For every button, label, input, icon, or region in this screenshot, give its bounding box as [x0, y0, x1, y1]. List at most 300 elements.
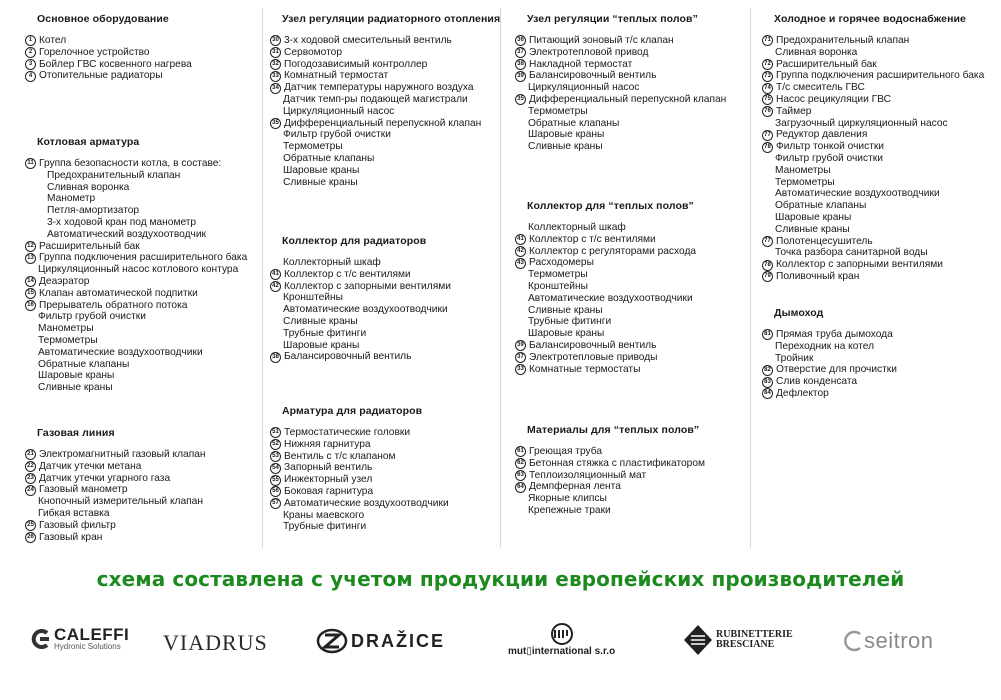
- item-number-badge: 84: [762, 388, 773, 399]
- item-label: Датчик температуры наружного воздуха: [284, 82, 474, 94]
- item-number-badge: 38: [270, 352, 281, 363]
- section-title: Газовая линия: [37, 427, 115, 439]
- list-item: [270, 257, 451, 269]
- item-number-badge: 24: [25, 485, 36, 496]
- column-divider: [750, 8, 751, 548]
- list-item: [270, 59, 500, 71]
- item-label: Термометры: [283, 141, 343, 153]
- item-label: Электромагнитный газовый клапан: [39, 449, 206, 460]
- section: [25, 13, 192, 82]
- item-label: Трубные фитинги: [283, 521, 367, 533]
- list-item: [270, 269, 451, 281]
- list-item: [515, 281, 696, 293]
- list-item: [762, 47, 984, 59]
- item-label: Сливные краны: [283, 315, 358, 327]
- item-label: Питающий зоновый т/с клапан: [529, 35, 674, 46]
- item-label: Автоматический воздухоотводчик: [47, 228, 206, 240]
- item-number-badge: 2: [25, 47, 36, 58]
- item-number-badge: 55: [270, 475, 281, 486]
- list-item: [762, 329, 897, 341]
- list-item: [270, 340, 451, 352]
- list-item: [25, 449, 206, 461]
- item-label: Краны маевского: [283, 509, 365, 521]
- list-item: [762, 353, 897, 365]
- item-label: Сливная воронка: [775, 46, 858, 58]
- item-label: Дифференциальный перепускной клапан: [529, 93, 727, 105]
- viadrus-wordmark: VIADRUS: [163, 630, 268, 655]
- item-label: Сливные краны: [38, 382, 113, 394]
- item-label: Термометры: [528, 269, 588, 281]
- item-number-badge: 57: [270, 498, 281, 509]
- item-label: Фильтр тонкой очистки: [776, 141, 885, 153]
- list-item: [515, 118, 726, 130]
- item-label: Автоматические воздухоотводчики: [775, 188, 940, 200]
- section-title: Дымоход: [774, 307, 824, 319]
- item-number-badge: 75: [762, 94, 773, 105]
- item-label: Датчик утечки угарного газа: [39, 472, 171, 484]
- item-label: Боковая гарнитура: [284, 485, 374, 497]
- item-number-badge: 14: [25, 276, 36, 287]
- item-number-badge: 53: [270, 451, 281, 462]
- item-label: Обратные клапаны: [528, 117, 620, 129]
- list-item: [25, 335, 247, 347]
- list-item: [762, 247, 984, 259]
- item-number-badge: 30: [270, 35, 281, 46]
- item-number-badge: 41: [515, 234, 526, 245]
- item-label: Балансировочный вентиль: [529, 339, 657, 351]
- list-item: [270, 165, 500, 177]
- list-item: [515, 222, 696, 234]
- list-item: [25, 252, 247, 264]
- item-label: Кронштейны: [528, 280, 588, 292]
- bresciane-wordmark: BRESCIANE: [716, 639, 775, 650]
- item-label: Гибкая вставка: [38, 507, 110, 519]
- item-number-badge: 82: [762, 365, 773, 376]
- item-list: [515, 35, 726, 153]
- list-item: [515, 470, 705, 482]
- caleffi-subtitle: Hydronic Solutions: [54, 642, 121, 651]
- item-label: Шаровые краны: [528, 129, 605, 141]
- item-label: Отверстие для прочистки: [776, 364, 897, 376]
- item-label: Балансировочный вентиль: [529, 70, 657, 82]
- item-label: Термометры: [38, 334, 98, 346]
- section-title: Арматура для радиаторов: [282, 405, 423, 417]
- item-number-badge: 31: [270, 47, 281, 58]
- item-number-badge: 39: [515, 340, 526, 351]
- list-item: [270, 427, 449, 439]
- item-label: Электротепловые приводы: [529, 351, 658, 363]
- item-label: Расходомеры: [529, 257, 594, 269]
- list-item: [762, 341, 897, 353]
- item-label: Деаэратор: [39, 275, 90, 287]
- list-item: [762, 376, 897, 388]
- rubinetterie-mark-icon: [683, 624, 713, 656]
- item-number-badge: 13: [25, 253, 36, 264]
- list-item: [762, 35, 984, 47]
- list-item: [515, 364, 696, 376]
- list-item: [762, 212, 984, 224]
- list-item: [762, 129, 984, 141]
- item-list: [25, 35, 192, 82]
- section-title: Узел регуляции “теплых полов”: [527, 13, 698, 25]
- item-number-badge: 37: [515, 47, 526, 58]
- caleffi-wordmark: CALEFFI: [54, 625, 130, 644]
- item-label: Предохранительный клапан: [47, 169, 181, 181]
- item-number-badge: 62: [515, 458, 526, 469]
- list-item: [270, 498, 449, 510]
- item-label: Электротепловой привод: [529, 46, 649, 58]
- list-item: [25, 276, 247, 288]
- list-item: [25, 288, 247, 300]
- item-label: Насос рецикуляции ГВС: [776, 93, 891, 105]
- list-item: [515, 70, 726, 82]
- item-label: Бетонная стяжка с пластификатором: [529, 457, 706, 469]
- list-item: [25, 484, 206, 496]
- section: [515, 200, 696, 375]
- list-item: [762, 59, 984, 71]
- logo-caleffi: [30, 626, 129, 651]
- item-number-badge: 15: [25, 288, 36, 299]
- item-label: Обратные клапаны: [38, 358, 130, 370]
- item-label: Манометры: [775, 164, 831, 176]
- list-item: [515, 493, 705, 505]
- item-label: Датчик утечки метана: [39, 460, 142, 472]
- list-item: [270, 47, 500, 59]
- item-label: Тройник: [775, 352, 814, 364]
- seitron-wordmark: seitron: [864, 628, 934, 653]
- item-label: Комнатный термостат: [284, 70, 389, 82]
- logo-mut-international: [508, 622, 615, 657]
- list-item: [25, 300, 247, 312]
- list-item: [25, 182, 247, 194]
- list-item: [515, 352, 696, 364]
- seitron-mark-icon: [842, 629, 864, 653]
- item-list: [270, 257, 451, 363]
- section: [515, 424, 705, 517]
- list-item: [25, 323, 247, 335]
- list-item: [270, 118, 500, 130]
- list-item: [270, 177, 500, 189]
- item-label: Автоматические воздухоотводчики: [528, 292, 693, 304]
- list-item: [270, 141, 500, 153]
- list-item: [762, 141, 984, 153]
- item-label: Таймер: [776, 105, 812, 117]
- list-item: [25, 532, 206, 544]
- item-label: Автоматические воздухоотводчики: [38, 346, 203, 358]
- item-label: Прямая труба дымохода: [776, 329, 893, 340]
- list-item: [25, 347, 247, 359]
- logo-viadrus: [163, 630, 268, 656]
- item-label: Запорный вентиль: [284, 462, 373, 474]
- item-number-badge: 36: [515, 35, 526, 46]
- list-item: [515, 35, 726, 47]
- section-title: Основное оборудование: [37, 13, 169, 25]
- list-item: [25, 205, 247, 217]
- list-item: [270, 439, 449, 451]
- item-label: Коллектор с запорными вентилями: [776, 259, 943, 271]
- item-number-badge: 26: [25, 532, 36, 543]
- item-number-badge: 43: [515, 258, 526, 269]
- item-label: Обратные клапаны: [775, 200, 867, 212]
- list-item: [515, 305, 696, 317]
- item-label: Крепежные траки: [528, 504, 611, 516]
- section: [25, 427, 206, 543]
- item-number-badge: 78: [762, 142, 773, 153]
- item-label: Манометр: [47, 193, 96, 205]
- section: [762, 13, 984, 283]
- item-number-badge: 72: [762, 59, 773, 70]
- list-item: [270, 153, 500, 165]
- item-label: Загрузочный циркуляционный насос: [775, 117, 948, 129]
- item-number-badge: 42: [270, 281, 281, 292]
- item-label: Фильтр грубой очистки: [38, 311, 146, 323]
- drazice-mark-icon: [316, 628, 348, 654]
- list-item: [270, 328, 451, 340]
- section-title: Коллектор для “теплых полов”: [527, 200, 694, 212]
- mut-mark-icon: [547, 622, 577, 646]
- item-number-badge: 79: [762, 271, 773, 282]
- item-label: Шаровые краны: [775, 211, 852, 223]
- list-item: [25, 170, 247, 182]
- list-item: [25, 229, 247, 241]
- item-list: [270, 427, 449, 533]
- item-label: Манометры: [38, 323, 94, 335]
- item-label: 3-х ходовой смесительный вентиль: [284, 35, 452, 46]
- logo-rubinetterie-bresciane: [683, 624, 793, 656]
- section-title: Холодное и горячее водоснабжение: [774, 13, 966, 25]
- item-number-badge: 33: [270, 71, 281, 82]
- item-number-badge: 33: [515, 364, 526, 375]
- item-label: Котел: [39, 35, 67, 46]
- item-list: [270, 35, 500, 188]
- item-label: Инжекторный узел: [284, 474, 373, 486]
- list-item: [515, 269, 696, 281]
- list-item: [25, 508, 206, 520]
- list-item: [762, 70, 984, 82]
- item-label: Циркуляционный насос: [283, 105, 395, 117]
- section: [515, 13, 726, 153]
- list-item: [762, 153, 984, 165]
- item-label: Коллекторный шкаф: [528, 222, 626, 233]
- item-label: Сервомотор: [284, 46, 342, 58]
- item-label: Точка разбора санитарной воды: [775, 247, 928, 259]
- item-label: Обратные клапаны: [283, 152, 375, 164]
- item-number-badge: 34: [270, 83, 281, 94]
- item-number-badge: 22: [25, 461, 36, 472]
- item-label: Термометры: [528, 105, 588, 117]
- item-number-badge: 56: [270, 486, 281, 497]
- list-item: [270, 94, 500, 106]
- item-number-badge: 71: [762, 35, 773, 46]
- list-item: [515, 106, 726, 118]
- item-label: Коллекторный шкаф: [283, 257, 381, 268]
- list-item: [515, 458, 705, 470]
- item-label: Группа безопасности котла, в составе:: [39, 158, 222, 169]
- item-list: [25, 449, 206, 543]
- item-label: Группа подключения расширительного бака: [39, 252, 248, 264]
- item-label: Переходник на котел: [775, 340, 875, 352]
- item-label: Нижняя гарнитура: [284, 438, 371, 450]
- section-title: Узел регуляции радиаторного отопления: [282, 13, 501, 25]
- item-label: Комнатные термостаты: [529, 363, 641, 375]
- item-number-badge: 39: [515, 71, 526, 82]
- footer-caption: схема составлена с учетом продукции европейских производителей: [96, 567, 905, 591]
- item-label: Якорные клипсы: [528, 493, 607, 505]
- item-label: Коллектор с т/с вентилями: [284, 268, 411, 280]
- item-label: Предохранительный клапан: [776, 35, 910, 46]
- item-label: Группа подключения расширительного бака: [776, 70, 985, 82]
- item-label: Термометры: [775, 176, 835, 188]
- item-number-badge: 1: [25, 35, 36, 46]
- item-label: Греющая труба: [529, 446, 603, 457]
- list-item: [270, 70, 500, 82]
- section-title: Котловая арматура: [37, 136, 140, 148]
- item-number-badge: 25: [25, 520, 36, 531]
- list-item: [762, 236, 984, 248]
- list-item: [25, 370, 247, 382]
- section: [270, 235, 451, 363]
- list-item: [25, 59, 192, 71]
- list-item: [25, 241, 247, 253]
- item-list: [25, 158, 247, 394]
- item-label: Автоматические воздухоотводчики: [284, 497, 449, 509]
- list-item: [270, 106, 500, 118]
- list-item: [270, 129, 500, 141]
- list-item: [25, 311, 247, 323]
- list-item: [270, 451, 449, 463]
- list-item: [762, 118, 984, 130]
- item-label: Фильтр грубой очистки: [775, 152, 883, 164]
- item-label: Сливные краны: [283, 176, 358, 188]
- section-title: Коллектор для радиаторов: [282, 235, 427, 247]
- list-item: [762, 94, 984, 106]
- manufacturer-logos: [0, 622, 1001, 672]
- item-label: Вентиль с т/с клапаном: [284, 450, 396, 462]
- logo-seitron: [842, 628, 934, 654]
- item-label: Редуктор давления: [776, 129, 868, 141]
- logo-drazice: [316, 628, 445, 654]
- mut-wordmark: mut▯international s.r.o: [508, 646, 616, 657]
- list-item: [515, 141, 726, 153]
- item-number-badge: 35: [270, 118, 281, 129]
- item-number-badge: 61: [515, 446, 526, 457]
- list-item: [25, 359, 247, 371]
- item-label: Погодозависимый контроллер: [284, 58, 428, 70]
- section: [270, 13, 500, 188]
- item-number-badge: 11: [25, 158, 36, 169]
- item-number-badge: 4: [25, 71, 36, 82]
- list-item: [270, 281, 451, 293]
- item-label: Кнопочный измерительный клапан: [38, 496, 203, 508]
- list-item: [762, 259, 984, 271]
- list-item: [515, 234, 696, 246]
- item-list: [762, 35, 984, 283]
- list-item: [270, 304, 451, 316]
- item-number-badge: 32: [270, 59, 281, 70]
- item-number-badge: 77: [762, 236, 773, 247]
- list-item: [25, 193, 247, 205]
- item-label: Дефлектор: [776, 387, 829, 399]
- list-item: [515, 47, 726, 59]
- item-label: Бойлер ГВС косвенного нагрева: [39, 58, 192, 70]
- item-label: Расширительный бак: [776, 58, 877, 70]
- list-item: [762, 200, 984, 212]
- list-item: [762, 82, 984, 94]
- item-label: Коллектор с запорными вентилями: [284, 280, 451, 292]
- item-number-badge: 16: [25, 300, 36, 311]
- list-item: [270, 474, 449, 486]
- item-list: [515, 446, 705, 517]
- list-item: [515, 129, 726, 141]
- item-label: Дифференциальный перепускной клапан: [284, 117, 482, 129]
- item-label: Газовый фильтр: [39, 519, 116, 531]
- item-number-badge: 77: [762, 130, 773, 141]
- item-number-badge: 21: [25, 449, 36, 460]
- item-number-badge: 81: [762, 329, 773, 340]
- list-item: [25, 520, 206, 532]
- item-label: Газовый манометр: [39, 484, 128, 496]
- list-item: [515, 316, 696, 328]
- list-item: [515, 505, 705, 517]
- section: [270, 405, 449, 533]
- list-item: [25, 47, 192, 59]
- list-item: [515, 293, 696, 305]
- section: [25, 136, 247, 394]
- list-item: [762, 364, 897, 376]
- list-item: [270, 510, 449, 522]
- item-label: Термостатические головки: [284, 427, 411, 438]
- item-number-badge: 23: [25, 473, 36, 484]
- list-item: [25, 217, 247, 229]
- list-item: [270, 486, 449, 498]
- item-label: Балансировочный вентиль: [284, 351, 412, 363]
- item-label: Теплоизоляционный мат: [529, 469, 647, 481]
- list-item: [270, 292, 451, 304]
- list-item: [270, 82, 500, 94]
- item-label: Прерыватель обратного потока: [39, 299, 188, 311]
- column-divider: [262, 8, 263, 548]
- list-item: [515, 94, 726, 106]
- list-item: [515, 481, 705, 493]
- item-label: Газовый кран: [39, 531, 103, 543]
- item-label: Расширительный бак: [39, 240, 140, 252]
- list-item: [25, 382, 247, 394]
- list-item: [762, 271, 984, 283]
- item-label: Трубные фитинги: [283, 327, 367, 339]
- drazice-wordmark: DRAŽICE: [351, 630, 445, 651]
- item-number-badge: 42: [515, 246, 526, 257]
- item-number-badge: 41: [270, 269, 281, 280]
- item-label: Сливная воронка: [47, 181, 130, 193]
- item-number-badge: 73: [762, 71, 773, 82]
- item-number-badge: 54: [270, 463, 281, 474]
- item-label: Демпферная лента: [529, 481, 621, 493]
- item-number-badge: 3: [25, 59, 36, 70]
- item-label: Отопительные радиаторы: [39, 70, 163, 82]
- list-item: [25, 158, 247, 170]
- item-label: Шаровые краны: [283, 339, 360, 351]
- item-label: Шаровые краны: [38, 370, 115, 382]
- item-label: Коллектор с регуляторами расхода: [529, 245, 697, 257]
- item-label: Сливные краны: [528, 304, 603, 316]
- item-label: Сливные краны: [528, 141, 603, 153]
- list-item: [25, 461, 206, 473]
- list-item: [25, 496, 206, 508]
- item-number-badge: 64: [515, 482, 526, 493]
- list-item: [515, 246, 696, 258]
- item-number-badge: 38: [515, 59, 526, 70]
- rubinetterie-wordmark: RUBINETTERIE: [716, 628, 793, 640]
